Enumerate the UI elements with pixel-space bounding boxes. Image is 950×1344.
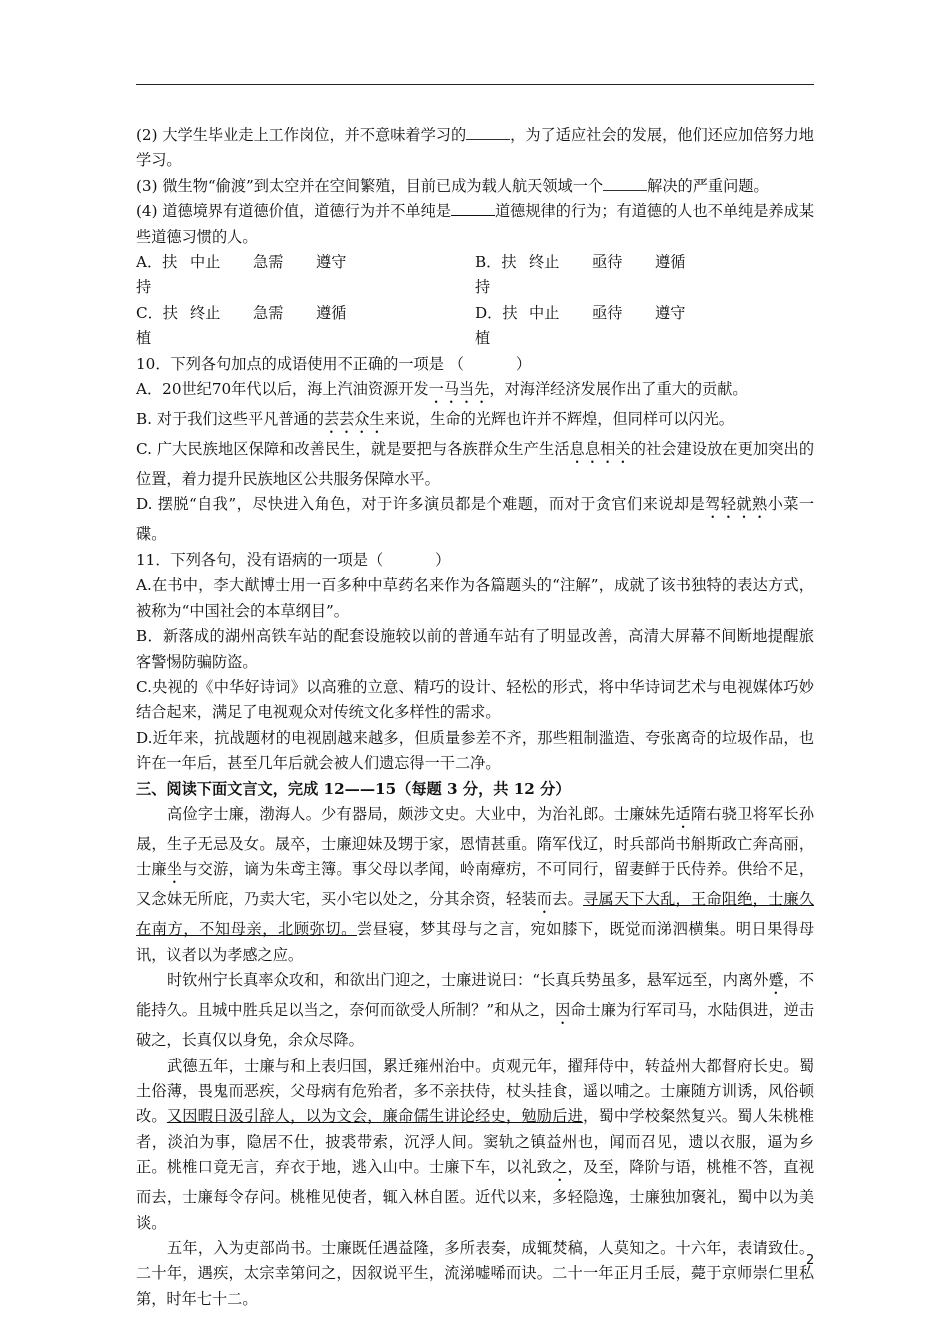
passage-text: ，及至，降阶与语，桃椎不答，直视而去，士廉每令存问。桃椎见使者，辄入林自匿。近代以来，多轻隐逸，士廉独加褒礼，蜀中以为美谈。 (136, 1158, 815, 1232)
q11-option-c: C.央视的《中华好诗词》以高雅的立意、精巧的设计、轻松的形式，将中华诗词艺术与电视媒体巧妙结合起来，满足了电视观众对传统文化多样性的需求。 (136, 677, 814, 722)
passage-paragraph-4: 五年，入为吏部尚书。士廉既任遇益隆，多所表奏，成辄焚稿，人莫知之。十六年，表请致仕。二十年，遇疾，太宗幸第问之，因叙说平生，流涕嘘唏而诀。二十一年正月壬辰，薨于京师崇仁里私第，时年七十二。 (136, 1239, 814, 1308)
dotted-idiom: 一马当先 (428, 380, 490, 399)
q11-option-d: D.近年来，抗战题材的电视剧越来越多，但质量参差不齐，那些粗制滥造、夸张离奇的垃圾作品，也许在一年后，甚至几年后就会被人们遗忘得一干二净。 (136, 728, 814, 773)
q10-option-b (136, 407, 814, 437)
q9-item-2-text: (2) 大学生毕业走上工作岗位，并不意味着学习的 (136, 126, 467, 144)
option-term: 亟待 (592, 303, 623, 322)
answer-blank (603, 176, 647, 191)
dotted-word: 适 (675, 804, 691, 823)
option-text: 的社会建设放在更加突出的位置，着力提升民族地区公共服务保障水平。 (136, 440, 815, 489)
q11-stem-end: ） (435, 550, 451, 569)
q9-option-c (136, 301, 475, 352)
option-term: 遵循 (316, 303, 347, 322)
passage-text: 时钦州宁长真率众攻和，和欲出门迎之，士廉进说曰：“长真兵势虽多，悬军远至，内离外 (167, 971, 769, 990)
q9-item-4-text: (4) 道德境界有道德价值，道德行为并不单纯是 (136, 202, 451, 221)
dotted-word: 因 (555, 1001, 571, 1020)
option-term: 遵循 (655, 253, 686, 272)
option-term: A．扶持 (136, 253, 178, 297)
q9-option-b (475, 250, 814, 301)
q11-stem (136, 548, 814, 573)
passage-text: 高俭字士廉，渤海人。少有器局，颇涉文史。大业中，为治礼郎。士廉妹先 (167, 804, 676, 823)
passage-text: 尝昼寝，梦其母与之言，宛如膝下，既觉而涕泗横集。明日果得母讯，议者以为孝感之应。 (136, 920, 814, 964)
option-text: C. 广大民族地区保障和改善民生，就是要把与各族群众生产生活 (136, 440, 570, 459)
answer-blank (451, 201, 495, 216)
q9-option-d (475, 301, 814, 352)
passage-text: 隋右骁卫将军长孙晟，生子无忌及女。晟卒，士廉迎妹及甥于家，恩情甚重。隋军伐辽，时兵部尚书斛斯政亡奔高丽，士廉 (136, 804, 815, 879)
q10-option-a (136, 377, 814, 407)
q9-item-3 (136, 174, 814, 199)
q10-stem-end: ） (515, 354, 532, 373)
dotted-idiom: 芸芸众生 (323, 410, 385, 429)
dotted-word: 而 (536, 890, 553, 909)
option-text: A．20世纪70年代以后，海上汽油资源开发 (136, 380, 429, 399)
q10-option-c (136, 437, 814, 492)
section-heading: 三、阅读下面文言文，完成 12——15（每题 3 分，共 12 分） (136, 779, 571, 798)
q9-options-row-1 (136, 250, 814, 301)
passage-paragraph-3 (136, 1054, 814, 1236)
q9-item-2 (136, 123, 814, 174)
option-text: B. 对于我们这些平凡普通的 (136, 410, 324, 429)
underlined-sentence: 寻属天下大乱，王命阻绝，士廉久在南方，不知母亲，北顾弥切。 (136, 890, 815, 939)
passage-text: ，不能持久。且城中胜兵足以当之，奈何而欲受人所制？”和从之， (136, 971, 815, 1020)
passage-paragraph-1 (136, 802, 814, 968)
q9-item-2-text-end: ，为了适应社会的发展，他们还应加倍努力地学习。 (136, 126, 814, 170)
dotted-idiom: 息息相关 (569, 440, 631, 459)
dotted-word: 蹙 (768, 971, 784, 990)
q9-item-3-text-end: 解决的严重问题。 (647, 176, 769, 195)
option-term: B．扶持 (475, 253, 517, 297)
page-number: 2 (806, 1253, 815, 1268)
option-term: 遵守 (316, 253, 347, 272)
option-term: C．扶植 (136, 303, 178, 348)
option-text: 来说，生命的光辉也许并不辉煌，但同样可以闪光。 (384, 410, 734, 429)
option-term: 急需 (253, 303, 284, 322)
q9-item-3-text: (3) 微生物“偷渡”到太空并在空间繁殖，目前已成为载人航天领域一个 (136, 176, 604, 195)
q9-item-4-text-end: 道德规律的行为；有道德的人也不单纯是养成某些道德习惯的人。 (136, 202, 815, 246)
option-text: D. 摆脱“自我”，尽快进入角色，对于许多演员都是个难题，而对于贪官们来说却是 (136, 495, 706, 514)
page-content (136, 123, 814, 1312)
passage-text: 命士廉为行军司马，水陆俱进，逆击破之，长真仅以身免，余众尽降。 (136, 1001, 815, 1050)
option-term: D．扶植 (475, 303, 518, 348)
q9-item-4 (136, 199, 814, 250)
passage-text: 去。 (552, 890, 584, 909)
dotted-word: 之 (552, 1158, 568, 1177)
option-term: 中止 (190, 253, 221, 272)
dotted-idiom: 驾轻就熟 (705, 495, 768, 514)
underlined-sentence: 又因暇日汲引辞人，以为文会，廉命儒生讲论经史，勉励后进 (166, 1107, 584, 1126)
q10-option-d (136, 492, 814, 547)
passage-paragraph-2 (136, 968, 814, 1053)
q9-option-a (136, 250, 475, 301)
q11-stem-text: 11．下列各句，没有语病的一项是（ (136, 550, 384, 569)
option-term: 中止 (529, 303, 560, 322)
option-text: ，对海洋经济发展作出了重大的贡献。 (489, 380, 748, 399)
q10-stem-text: 10．下列各句加点的成语使用不正确的一项是 （ (136, 354, 464, 373)
q9-options-row-2 (136, 301, 814, 352)
option-term: 遵守 (655, 303, 686, 322)
passage-text: 武德五年，士廉与和上表归国，累迁雍州治中。贞观元年，擢拜侍中，转益州大都督府长史。蜀土俗薄，畏鬼而恶疾，父母病有危殆者，多不亲扶侍，杖头挂食，遥以哺之。士廉随方训诱，风俗顿改。 (136, 1056, 814, 1126)
header-rule (136, 84, 814, 85)
answer-blank (466, 125, 510, 140)
option-term: 终止 (529, 253, 560, 272)
dotted-word: 坐 (166, 860, 183, 879)
option-term: 终止 (190, 303, 221, 322)
option-text: 小菜一碟。 (136, 495, 815, 544)
q11-option-a: A.在书中，李大猷博士用一百多种中草药名来作为各篇题头的“注解”，成就了该书独特的表达方式，被称为“中国社会的本草纲目”。 (136, 576, 814, 620)
option-term: 急需 (253, 253, 284, 272)
passage-text: ，蜀中学校粲然复兴。蜀人朱桃椎者，淡泊为事，隐居不仕，披裘带索，沉浮人间。窦轨之镇益州也，闻而召见，遗以衣服，逼为乡正。桃椎口竟无言，弃衣于地，逃入山中。士廉下车，以礼致 (136, 1107, 815, 1177)
q11-option-b: B．新落成的湖州高铁车站的配套设施较以前的普通车站有了明显改善，高清大屏幕不间断地提醒旅客警惕防骗防盗。 (136, 627, 814, 671)
option-term: 亟待 (592, 253, 623, 272)
passage-text: 与交游，谪为朱鸢主簿。事父母以孝闻，岭南瘴疠，不可同行，留妻鲜于氏侍养。供给不足，又念妹无所庇，乃卖大宅，买小宅以处之，分其余资，轻装 (136, 860, 815, 909)
q10-stem (136, 352, 814, 377)
